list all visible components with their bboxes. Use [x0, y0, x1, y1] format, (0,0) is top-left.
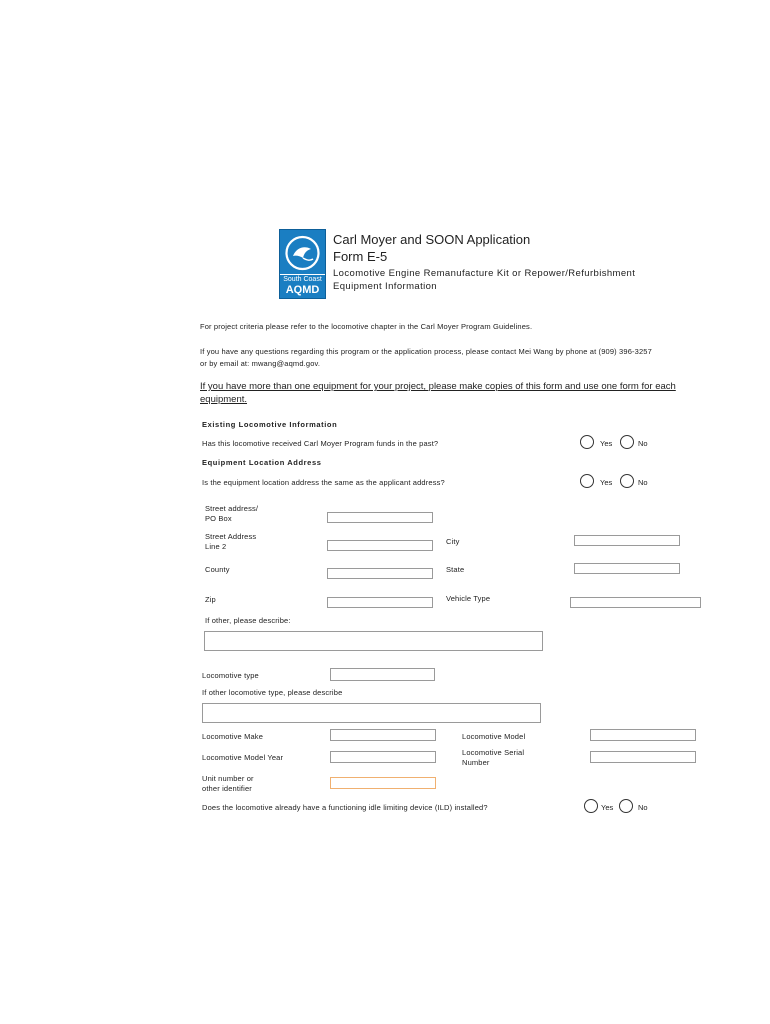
- address-yes-label: Yes: [600, 478, 613, 487]
- locomotive-model-label: Locomotive Model: [462, 732, 526, 741]
- locomotive-make-input[interactable]: [330, 729, 436, 741]
- street-address-label: Street address/: [205, 504, 259, 513]
- funds-no-radio[interactable]: [620, 435, 634, 449]
- existing-locomotive-heading: Existing Locomotive Information: [202, 420, 338, 429]
- ild-no-radio[interactable]: [619, 799, 633, 813]
- locomotive-type-input[interactable]: [330, 668, 435, 681]
- serial-number-label-2: Number: [462, 758, 490, 767]
- copies-note: If you have more than one equipment for your project, please make copies of this form and use one form for each: [200, 381, 676, 392]
- serial-number-input[interactable]: [590, 751, 696, 763]
- bird-emblem-icon: [284, 234, 321, 272]
- serial-number-label: Locomotive Serial: [462, 748, 525, 757]
- ild-yes-radio[interactable]: [584, 799, 598, 813]
- state-label: State: [446, 565, 465, 574]
- county-input[interactable]: [327, 568, 433, 579]
- model-year-input[interactable]: [330, 751, 436, 763]
- state-input[interactable]: [574, 563, 680, 574]
- contact-email-text: or by email at: mwang@aqmd.gov.: [200, 359, 321, 368]
- ild-yes-label: Yes: [601, 803, 614, 812]
- unit-number-input[interactable]: [330, 777, 436, 789]
- other-describe-label: If other, please describe:: [205, 616, 291, 625]
- city-input[interactable]: [574, 535, 680, 546]
- locomotive-make-label: Locomotive Make: [202, 732, 264, 741]
- contact-text: If you have any questions regarding this program or the application process, please contact Mei Wang by phone at (909) 396-3257: [200, 347, 652, 356]
- line-2-label: Line 2: [205, 542, 227, 551]
- unit-number-label: Unit number or: [202, 774, 254, 783]
- criteria-text: For project criteria please refer to the locomotive chapter in the Carl Moyer Program Guidelines.: [200, 322, 533, 331]
- funds-yes-radio[interactable]: [580, 435, 594, 449]
- street-address-2-label: Street Address: [205, 532, 257, 541]
- zip-label: Zip: [205, 595, 216, 604]
- unit-identifier-label: other identifier: [202, 784, 252, 793]
- form-number: Form E-5: [333, 249, 388, 264]
- other-loco-type-input[interactable]: [202, 703, 541, 723]
- funds-question: Has this locomotive received Carl Moyer Program funds in the past?: [202, 439, 439, 448]
- funds-no-label: No: [638, 439, 648, 448]
- address-yes-radio[interactable]: [580, 474, 594, 488]
- ild-question: Does the locomotive already have a functioning idle limiting device (ILD) installed?: [202, 803, 488, 812]
- form-title: Carl Moyer and SOON Application: [333, 232, 531, 247]
- street-address-input[interactable]: [327, 512, 433, 523]
- address-no-radio[interactable]: [620, 474, 634, 488]
- form-subtitle: Locomotive Engine Remanufacture Kit or Repower/Refurbishment: [333, 268, 636, 279]
- vehicle-type-input[interactable]: [570, 597, 701, 608]
- county-label: County: [205, 565, 230, 574]
- po-box-label: PO Box: [205, 514, 232, 523]
- copies-note-2: equipment.: [200, 394, 248, 405]
- address-no-label: No: [638, 478, 648, 487]
- vehicle-type-label: Vehicle Type: [446, 594, 491, 603]
- aqmd-logo: [279, 229, 326, 299]
- form-subtitle-2: Equipment Information: [333, 281, 437, 292]
- same-address-question: Is the equipment location address the same as the applicant address?: [202, 478, 445, 487]
- locomotive-model-input[interactable]: [590, 729, 696, 741]
- equipment-location-heading: Equipment Location Address: [202, 458, 322, 467]
- street-address-2-input[interactable]: [327, 540, 433, 551]
- model-year-label: Locomotive Model Year: [202, 753, 284, 762]
- ild-no-label: No: [638, 803, 648, 812]
- zip-input[interactable]: [327, 597, 433, 608]
- funds-yes-label: Yes: [600, 439, 613, 448]
- other-describe-input[interactable]: [204, 631, 543, 651]
- locomotive-type-label: Locomotive type: [202, 671, 259, 680]
- city-label: City: [446, 537, 460, 546]
- logo-text-aqmd: AQMD: [285, 284, 320, 296]
- other-loco-type-label: If other locomotive type, please describe: [202, 688, 343, 697]
- logo-text-south-coast: South Coast: [283, 276, 322, 283]
